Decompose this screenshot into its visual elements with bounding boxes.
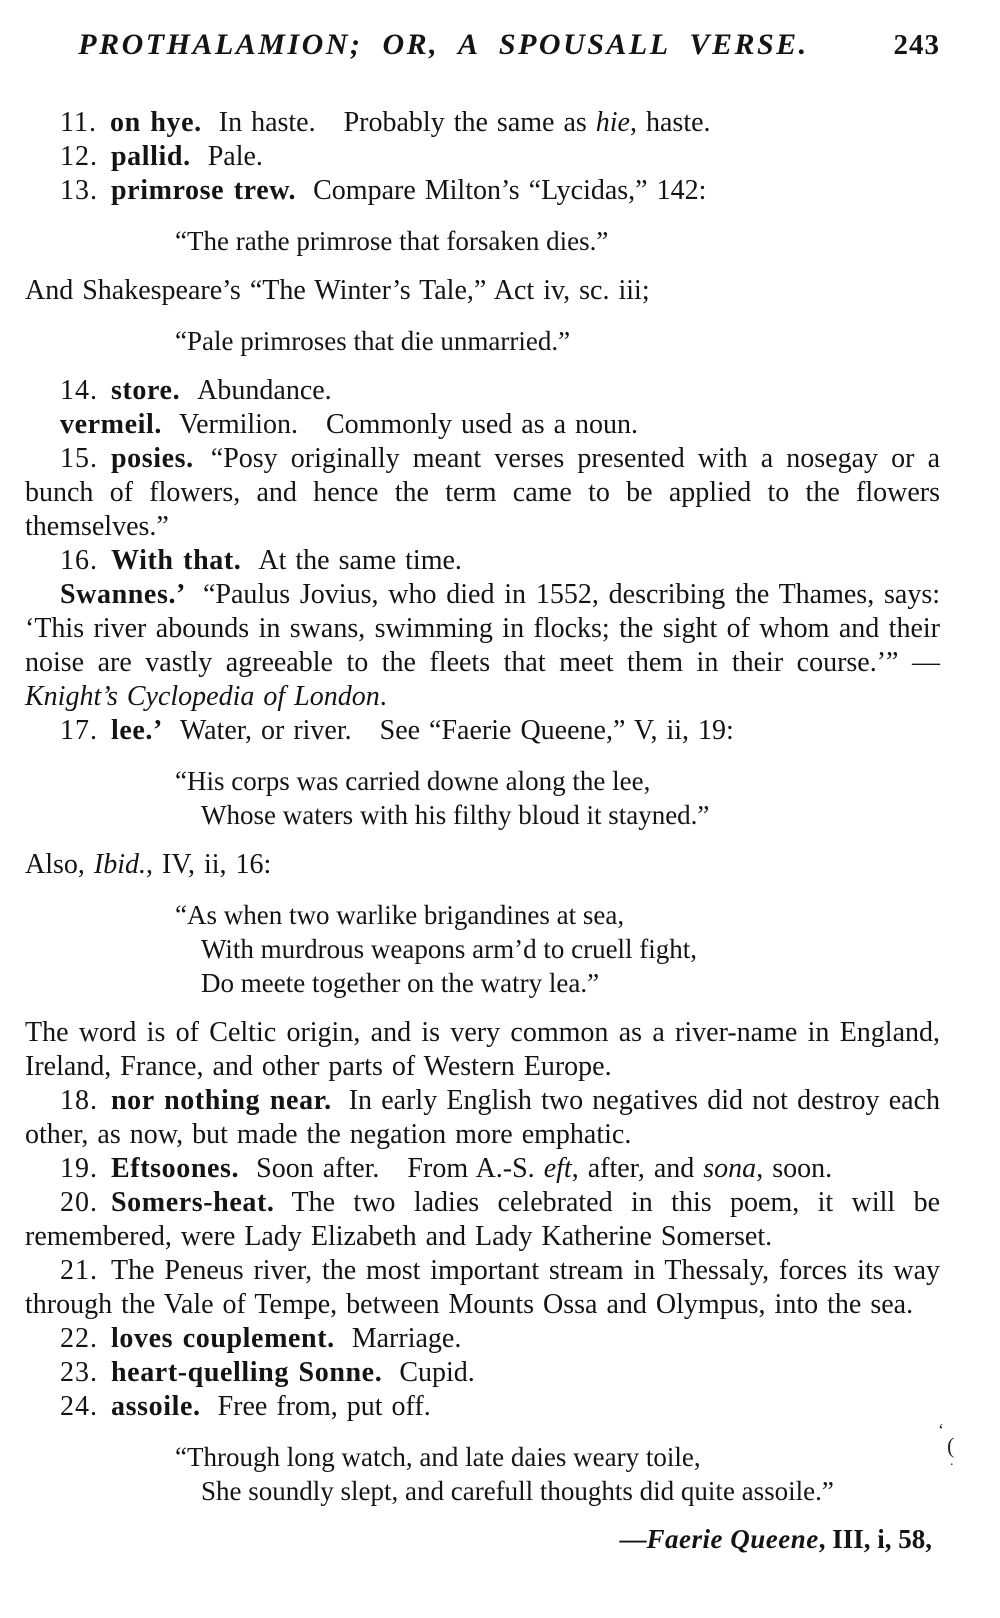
glossary-term: Eftsoones.: [111, 1153, 240, 1184]
text-run: , soon.: [756, 1153, 833, 1184]
glossary-term: store.: [111, 375, 181, 406]
note-number: 14.: [60, 375, 98, 406]
text-run: Free from, put off.: [217, 1391, 431, 1422]
glossary-term: posies.: [111, 443, 194, 474]
note-number: 16.: [60, 545, 98, 576]
verse-quote: [25, 898, 940, 1000]
notes-content: [25, 106, 940, 1556]
glossary-note: [25, 1254, 940, 1322]
text-run: And Shakespeare’s “The Winter’s Tale,” Act iv, sc. iii;: [25, 275, 650, 306]
glossary-term: Swannes.ʼ: [60, 579, 186, 610]
verse-line: “His corps was carried downe along the lee,: [175, 766, 651, 796]
text-run: , haste.: [630, 107, 711, 138]
italic-text: Faerie Queene: [646, 1524, 819, 1554]
glossary-note: [25, 714, 940, 748]
verse-quote: [25, 324, 940, 358]
italic-text: sona: [703, 1153, 757, 1184]
text-run: Also,: [25, 849, 94, 880]
verse-line: She soundly slept, and carefull thoughts did quite assoile.”: [201, 1476, 834, 1506]
glossary-term: pallid.: [111, 141, 191, 172]
glossary-term: Somers-heat.: [111, 1187, 275, 1218]
verse-line: Whose waters with his filthy bloud it stayned.”: [201, 800, 710, 830]
glossary-note: [25, 140, 940, 174]
note-number: 22.: [60, 1323, 98, 1354]
text-run: Water, or river. See “Faerie Queene,” V, ii, 19:: [179, 715, 734, 746]
glossary-note: [25, 1152, 940, 1186]
text-run: The two ladies celebrated in this poem, it will be remembered, were Lady Elizabeth and Lady Katherine Somerset.: [25, 1187, 940, 1252]
note-number: 12.: [60, 141, 98, 172]
text-run: In early English two negatives did not destroy each other, as now, but made the negation more emphatic.: [25, 1085, 940, 1150]
glossary-term: heart-quelling Sonne.: [111, 1357, 383, 1388]
glossary-term: vermeil.: [60, 409, 162, 440]
text-run: At the same time.: [258, 545, 462, 576]
text-run: , IV, ii, 16:: [146, 849, 272, 880]
text-run: , III, i, 58,: [818, 1524, 932, 1554]
text-run: Soon after. From A.-S.: [256, 1153, 544, 1184]
glossary-term: assoile.: [111, 1391, 201, 1422]
text-run: In haste. Probably the same as: [218, 107, 596, 138]
verse-line: Do meete together on the watry lea.”: [201, 968, 600, 998]
glossary-note: [25, 1186, 940, 1254]
verse-line: “As when two warlike brigandines at sea,: [175, 900, 625, 930]
glossary-note: [25, 1390, 940, 1424]
glossary-term: on hye.: [109, 107, 202, 138]
note-number: 18.: [60, 1085, 98, 1116]
scan-artifact-mark: .: [950, 1454, 954, 1469]
text-run: Cupid.: [399, 1357, 475, 1388]
citation-attribution: [25, 1522, 940, 1556]
glossary-note: [25, 544, 940, 578]
note-number: 21.: [60, 1255, 98, 1286]
verse-quote: [25, 224, 940, 258]
verse-line: “The rathe primrose that forsaken dies.”: [175, 226, 609, 256]
italic-text: Ibid.: [93, 849, 147, 880]
note-number: 20.: [60, 1187, 98, 1218]
italic-text: eft: [543, 1153, 572, 1184]
note-number: 13.: [60, 175, 98, 206]
text-run: Marriage.: [351, 1323, 462, 1354]
scan-artifact-mark: ʻ: [938, 1420, 944, 1440]
text-run: Compare Milton’s “Lycidas,” 142:: [313, 175, 707, 206]
glossary-note: [25, 174, 940, 208]
glossary-note: [25, 1084, 940, 1152]
text-run: Vermilion. Commonly used as a noun.: [178, 409, 639, 440]
note-number: 23.: [60, 1357, 98, 1388]
page-number: 243: [893, 29, 940, 61]
glossary-note: [25, 1356, 940, 1390]
italic-text: Knight’s Cyclopedia of London: [25, 681, 380, 712]
note-number: 24.: [60, 1391, 98, 1422]
scan-artifact: [938, 1422, 968, 1470]
glossary-term: primrose trew.: [111, 175, 297, 206]
glossary-note: [25, 1322, 940, 1356]
scan-artifact-mark: (: [947, 1433, 955, 1458]
text-run: Abundance.: [197, 375, 332, 406]
glossary-note: [25, 408, 940, 442]
text-run: The word is of Celtic origin, and is very common as a river-name in England, Ireland, France, and other parts of Western Europe.: [25, 1017, 940, 1082]
glossary-note: [25, 374, 940, 408]
running-head: [25, 28, 940, 62]
glossary-term: loves couplement.: [111, 1323, 335, 1354]
note-number: 19.: [60, 1153, 98, 1184]
commentary-paragraph: [25, 848, 940, 882]
note-number: 17.: [60, 715, 98, 746]
text-run: “Paulus Jovius, who died in 1552, describing the Thames, says: ‘This river abounds in swans, swimming in flocks; the sight of whom and their noise are vastly agreeable to the fleets that meet them in their course.’” —: [25, 579, 940, 678]
verse-quote: [25, 1440, 940, 1508]
note-number: 11.: [60, 107, 97, 138]
commentary-paragraph: [25, 1016, 940, 1084]
text-run: Pale.: [207, 141, 263, 172]
glossary-note: [25, 578, 940, 714]
italic-text: hie: [595, 107, 630, 138]
text-run: .: [379, 681, 387, 712]
verse-line: “Pale primroses that die unmarried.”: [175, 326, 571, 356]
text-run: , after, and: [571, 1153, 704, 1184]
text-run: The Peneus river, the most important stream in Thessaly, forces its way through the Vale of Tempe, between Mounts Ossa and Olympus, into the sea.: [25, 1255, 940, 1320]
glossary-term: With that.: [111, 545, 242, 576]
verse-line: “Through long watch, and late daies weary toile,: [175, 1442, 701, 1472]
text-run: —: [619, 1524, 647, 1554]
page-title: PROTHALAMION; OR, A SPOUSALL VERSE.: [78, 28, 809, 61]
note-number: 15.: [60, 443, 98, 474]
verse-line: With murdrous weapons arm’d to cruell fight,: [201, 934, 698, 964]
glossary-term: nor nothing near.: [111, 1085, 332, 1116]
glossary-note: [25, 442, 940, 544]
commentary-paragraph: [25, 274, 940, 308]
glossary-term: lee.ʼ: [111, 715, 163, 746]
text-run: “Posy originally meant verses presented with a nosegay or a bunch of flowers, and hence the term came to be applied to the flowers themselves.”: [25, 443, 940, 542]
glossary-note: [25, 106, 940, 140]
verse-quote: [25, 764, 940, 832]
